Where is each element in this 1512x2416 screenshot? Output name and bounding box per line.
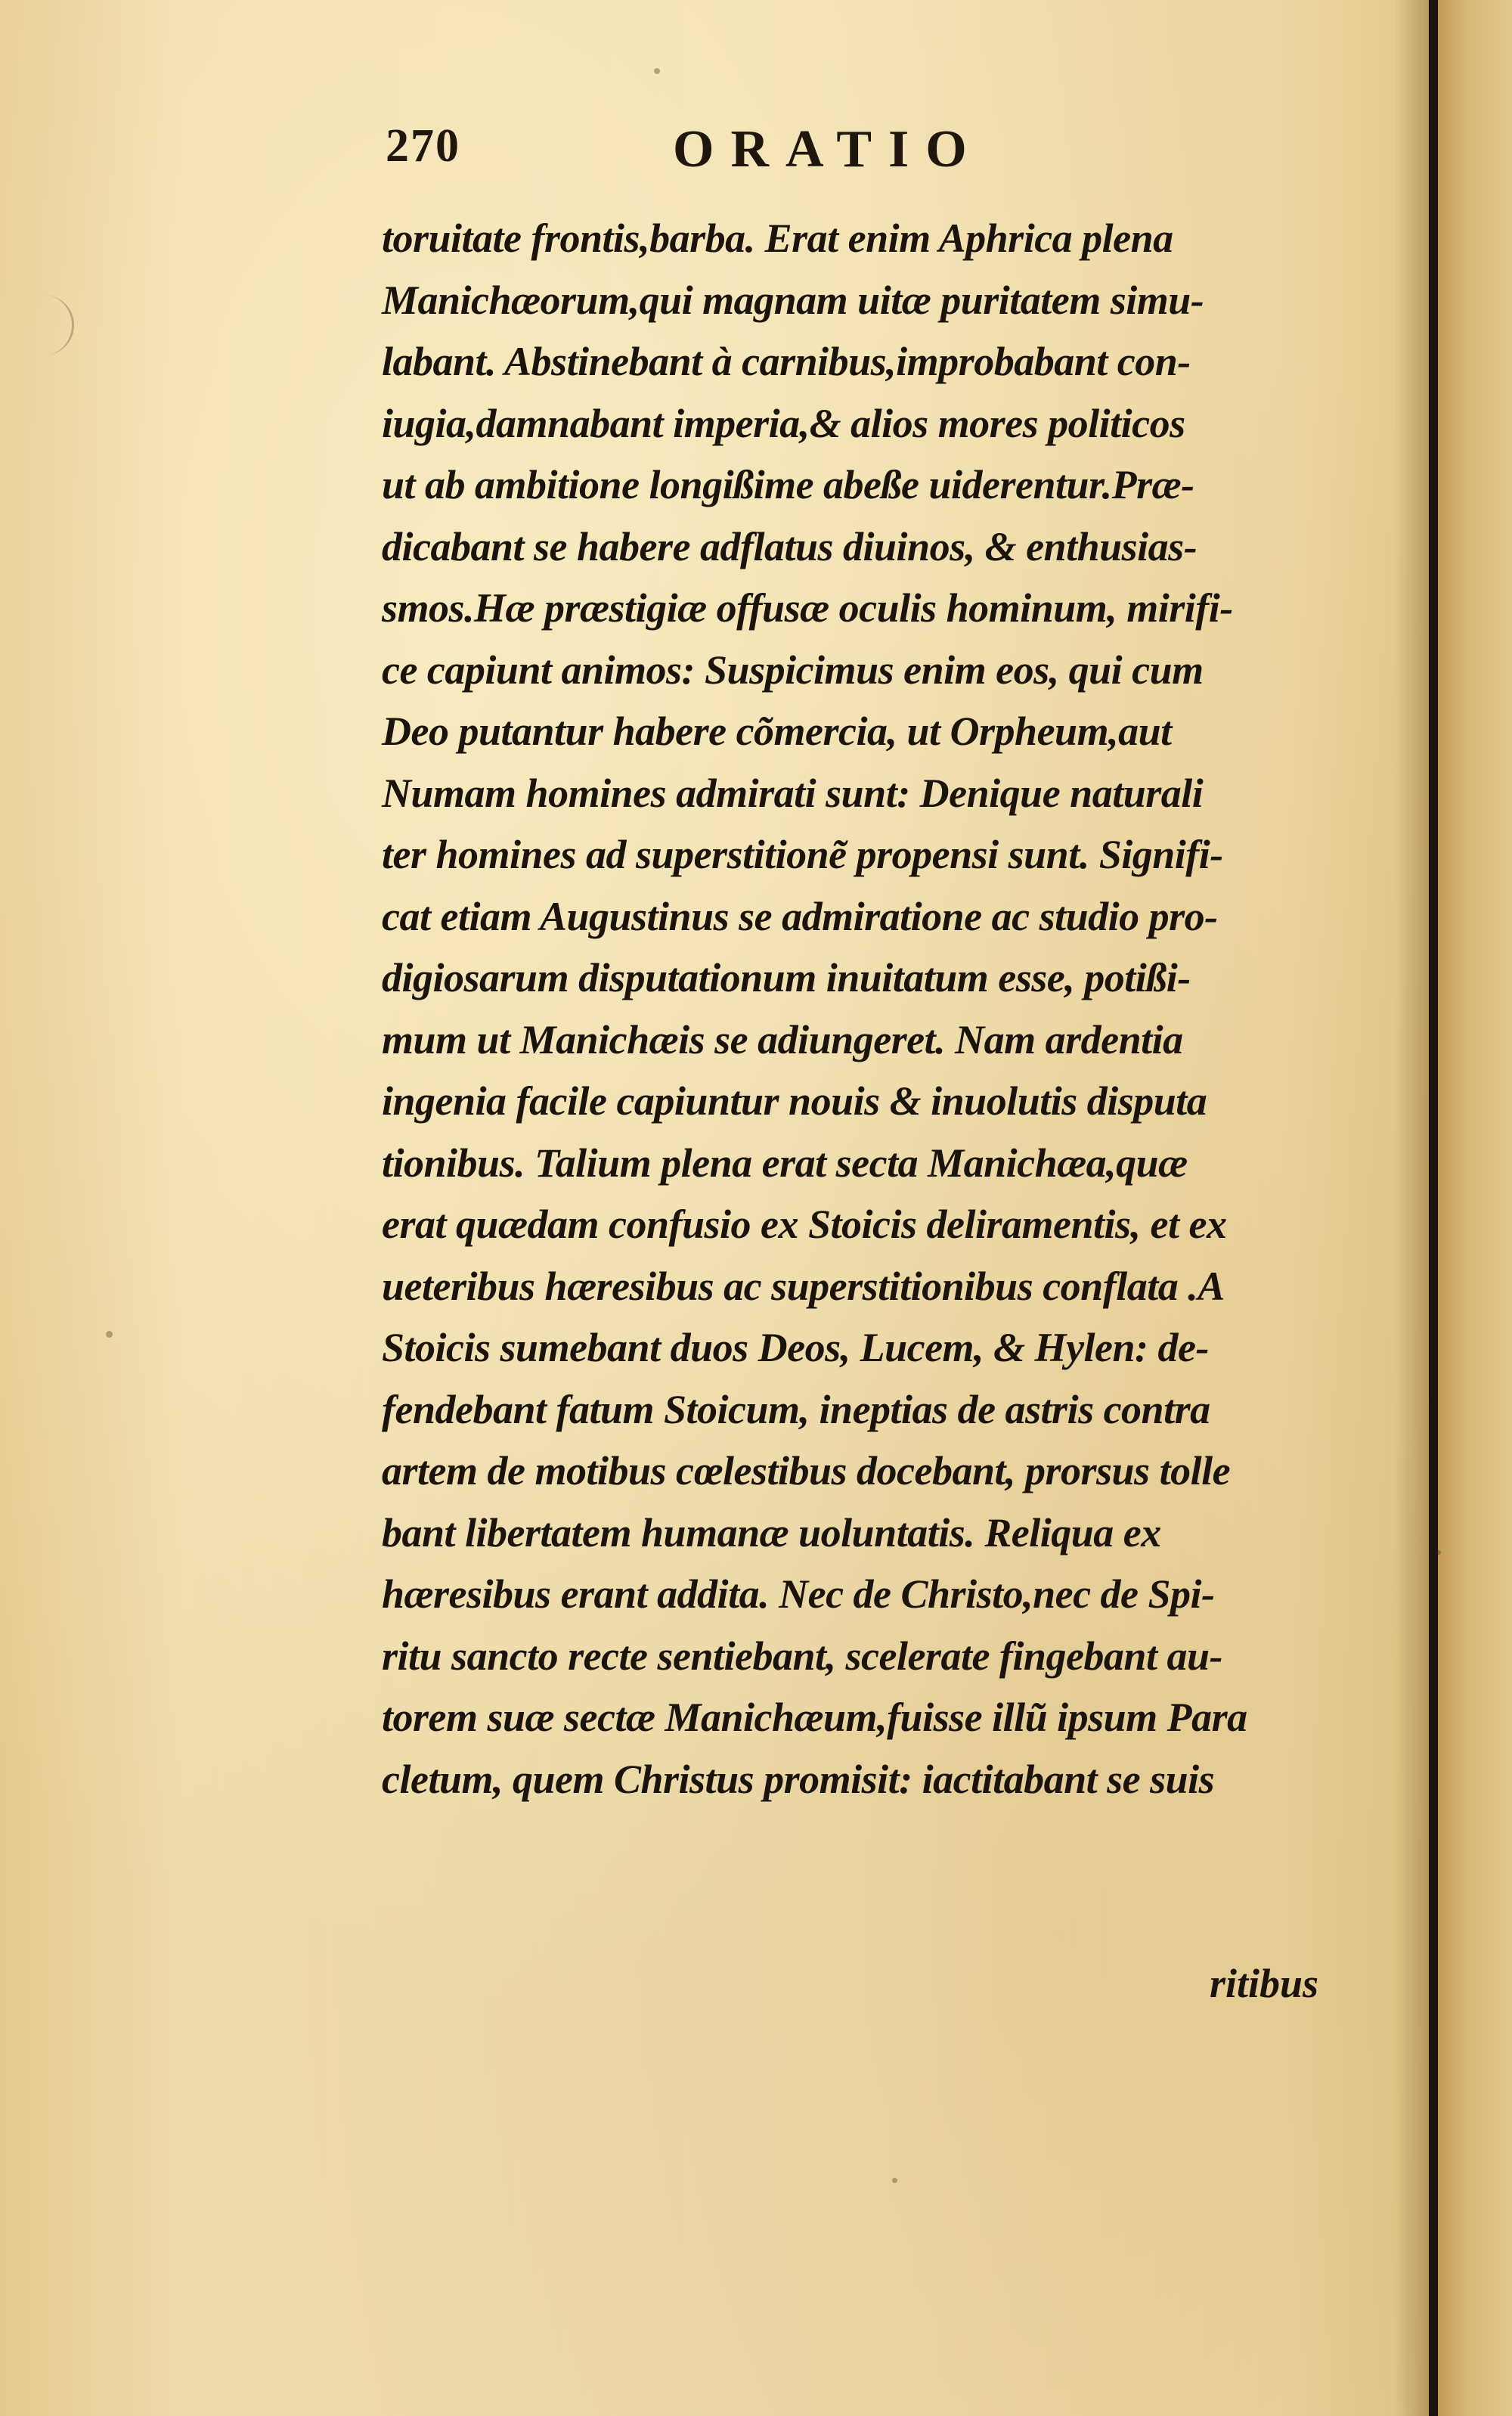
body-text — [382, 208, 1365, 1810]
text-line: ce capiunt animos: Suspicimus enim eos, qui cum — [382, 647, 1204, 693]
text-line: erat quædam confusio ex Stoicis deliramentis, et ex — [382, 1202, 1227, 1247]
gutter-shadow — [1395, 0, 1429, 2416]
text-line: fendebant fatum Stoicum, ineptias de astris contra — [382, 1386, 1210, 1432]
text-line: iugia,damnabant imperia,& alios mores politicos — [382, 400, 1185, 446]
text-line: cletum, quem Christus promisit: iactitabant se suis — [382, 1756, 1215, 1802]
text-line: tionibus. Talium plena erat secta Manichæa,quæ — [382, 1140, 1188, 1186]
paper-speck — [892, 2178, 897, 2183]
text-line: cat etiam Augustinus se admiratione ac studio pro- — [382, 893, 1218, 939]
text-line: Deo putantur habere cõmercia, ut Orpheum,aut — [382, 709, 1172, 754]
text-line: artem de motibus cœlestibus docebant, prorsus tolle — [382, 1448, 1231, 1493]
text-line: ter homines ad superstitionẽ propensi sunt. Signifi- — [382, 832, 1223, 877]
text-line: labant. Abstinebant à carnibus,improbabant con- — [382, 339, 1191, 384]
text-line: Stoicis sumebant duos Deos, Lucem, & Hylen: de- — [382, 1325, 1209, 1370]
running-title: ORATIO — [673, 120, 984, 178]
text-line: ut ab ambitione longißime abeße uiderentur.Præ- — [382, 462, 1194, 507]
paper-speck — [106, 1331, 113, 1338]
text-line: Numam homines admirati sunt: Denique naturali — [382, 770, 1204, 816]
text-line: digiosarum disputationum inuitatum esse, potißi- — [382, 955, 1191, 1000]
text-line: ritu sancto recte sentiebant, scelerate fingebant au- — [382, 1633, 1222, 1679]
text-line: smos.Hæ præstigiæ offusæ oculis hominum, mirifi- — [382, 585, 1233, 631]
text-line: mum ut Manichæis se adiungeret. Nam ardentia — [382, 1016, 1183, 1062]
text-line: Manichæorum,qui magnam uitæ puritatem simu- — [382, 277, 1204, 323]
text-line: bant libertatem humanæ uoluntatis. Reliqua ex — [382, 1509, 1161, 1555]
text-line: dicabant se habere adflatus diuinos, & enthusias- — [382, 523, 1198, 569]
running-head — [386, 119, 1353, 188]
paper-speck — [654, 68, 660, 74]
paper-speck — [1436, 1550, 1441, 1555]
text-line: ingenia facile capiuntur nouis & inuolutis disputa — [382, 1078, 1207, 1124]
margin-mark — [42, 295, 74, 355]
gutter-binding — [1429, 0, 1438, 2416]
facing-page-edge — [1438, 0, 1512, 2416]
catchword: ritibus — [1210, 1961, 1319, 2006]
text-line: toruitate frontis,barba. Erat enim Aphrica plena — [382, 216, 1173, 261]
text-line: hæresibus erant addita. Nec de Christo,nec de Spi- — [382, 1571, 1215, 1617]
text-line: ueteribus hæresibus ac superstitionibus conflata .A — [382, 1263, 1225, 1309]
text-line: torem suæ sectæ Manichæum,fuisse illũ ipsum Para — [382, 1695, 1247, 1740]
page-number: 270 — [386, 120, 460, 172]
